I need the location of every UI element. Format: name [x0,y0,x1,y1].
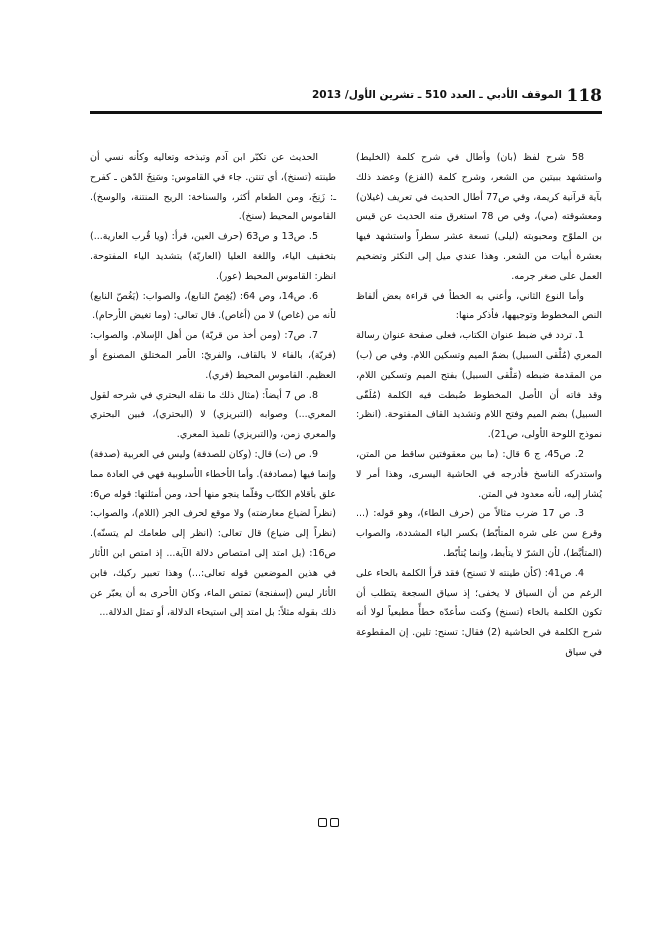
paragraph: وأما النوع الثاني، وأعني به الخطأ في قراءة بعض ألفاظ النص المخطوط وتوجيهها، فأذكر منها: [356,290,602,322]
paragraph: الحديث عن تكبّر ابن آدم وتبذخه وتعاليه وكأنه نسي أن طينته (تسنخ)، أي تنتن. جاء في القاموس: وسَنِخَ الدّهن ـ كفرح ـ: زَنِخَ، ومن الطعام أكثر، والسناخة: الريح المنتنة، والوسخ). القاموس المحيط (سنخ). [90,152,336,223]
square-icon [330,818,339,827]
page-number: 118 [566,86,602,106]
paragraph: 2. ص45، ج 6 قال: (ما بين معقوفتين ساقط من المتن، واستدركه الناسخ فأدرجه في الحاشية اليسرى، وهذا أمر لا يُشار إليه، لأنه معدود في المتن. [356,448,602,500]
paragraph: 7. ص7: (ومن أخذ من قريّة) من أهل الإسلام. والصواب: (فريّة)، بالفاء لا بالقاف، والفريّ: الأمر المختلق المصنوع أو العظيم. القاموس المحيط (فري). [90,330,336,381]
paragraph: 58 شرح لفظ (بان) وأطال في شرح كلمة (الخليط) واستشهد ببيتين من الشعر، وشرح كلمة (الفزع) وعضد ذلك بآية قرآنية كريمة، وفي ص77 أطال الحديث في تعريف (غيلان) ومعشوقته (مي)، وفي ص 78 استغرق منه الحديث عن قيس بن الملوّح ومحبوبته (ليلى) تسعة عشر سطراً واستشهد فيها بعشرة أبيات من الشعر. وهذا عندي ميل إلى التكثر وتضخيم العمل على صغر جرمه. [356,152,602,282]
running-header-title: الموقف الأدبي ـ العدد 510 ـ تشرين الأول/ 2013 [312,89,562,101]
continuation-mark [318,818,339,827]
left-text-column [90,148,336,623]
header-divider [90,111,602,114]
paragraph: 4. ص41: (كأن طينته لا تسنح) فقد قرأ الكلمة بالحاء على الرغم من أن السياق لا يخفى؛ إذ سياق السجعة يتطلب أن تكون الكلمة بالخاء (تسنخ) وكنت سأعدّه خطأً مطبعياً لولا أنه شرح الكلمة في الحاشية (2) فقال: تسنح: تلين. إن المقطوعة في سياق [356,567,602,658]
right-text-column [356,148,602,663]
paragraph: 5. ص13 و ص63 (حرف العين، قرأ: (ويا قُرب العارية...) بتخفيف الياء، واللغة العليا (العاريّة) بتشديد الياء المفتوحة. انظر: القاموس المحيط (عور). [90,231,336,282]
square-icon [318,818,327,827]
paragraph: 8. ص 7 أيضاً: (مثال ذلك ما نقله البحتري في شرحه لقول المعري...) وصوابه (التبريزي) لا (البحتري)، فبين البحتري والمعري زمن، و(التبريزي) تلميذ المعري. [90,389,336,441]
paragraph: 6. ص14، وص 64: (يُغِصّ النابع)، والصواب: (يَغُصّ النابع) لأنه من (غاص) لا من (أغاص). قال تعالى: (وما تغيض الأرحام). [90,290,336,322]
paragraph: 1. تردد في ضبط عنوان الكتاب، فعلى صفحة عنوان رسالة المعري (مُلْقى السبيل) بضمّ الميم وتسكين اللام. وفي ص (ب) من المقدمة ضبطه (مَلْقى السبيل) بفتح الميم وتسكين اللام، وقد فاته أن الأصل المخطوط ضُبطت فيه الكلمة (مُلَقّى السبيل) بضم الميم وفتح اللام وتشديد القاف المفتوحة. (انظر: نموذج اللوحة الأولى، ص21). [356,330,602,441]
paragraph: 9. ص (ت) قال: (وكان للصدفة) وليس في العربية (صدفة) وإنما فيها (مصادفة). وأما الأخطاء الأسلوبية فهي في العادة مما علق بأقلام الكتّاب وقلّما ينجو منها أحد، ومن أمثلتها: قوله ص6: (نظراً لضياع معارضته) ولا موقع لحرف الجر (اللام)، والصواب: (نظراً إلى ضياع) قال تعالى: (انظر إلى طعامك لم يتسنّه). ص16: (بل امتد إلى امتصاص دلالة الآية... إذ امتص ابن الأثار في هذين الموضعين قوله تعالى:...) وهذا تعبير ركيك، فابن الأثار ليس (إسفنجة) تمتص الماء، وكان الأحرى به أن يعبّر عن ذلك بقوله مثلاً: بل امتد إلى استيحاء الدلالة، أو تمثل الدلالة... [90,448,336,619]
paragraph: 3. ص 17 ضرب مثالاً من (حرف الطاء)، وهو قوله: (... وقرع سن على شره المتأبّط) بكسر الباء المشددة، والصواب (المتأبَّط)، لأن الشرّ لا يتأبط، وإنما يُتأبّط. [356,508,602,559]
